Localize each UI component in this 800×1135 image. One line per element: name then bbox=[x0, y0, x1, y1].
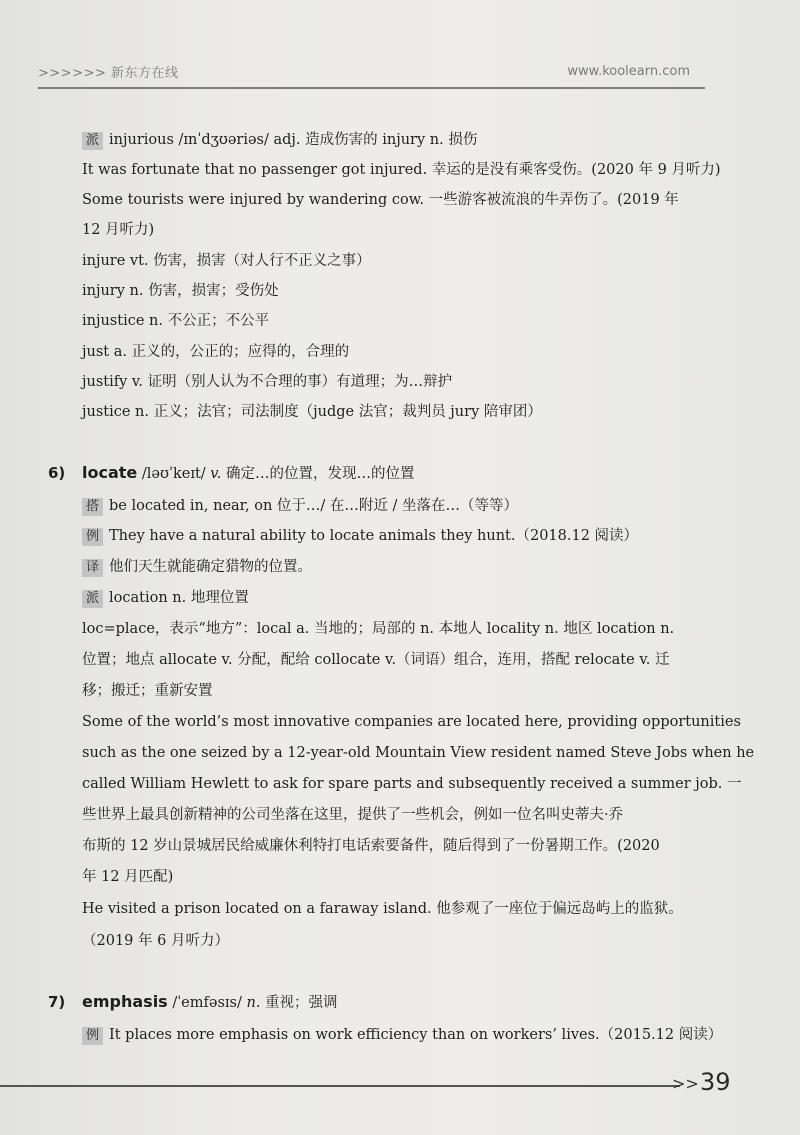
word-line: injury n. 伤害，损害；受伤处 bbox=[82, 283, 279, 299]
phonetic: /ˈemfəsɪs/ bbox=[172, 995, 242, 1011]
word-line: just a. 正义的，公正的；应得的，合理的 bbox=[82, 344, 350, 360]
entry-number: 7) bbox=[48, 993, 66, 1011]
example-line: It was fortunate that no passenger got injured. 幸运的是没有乘客受伤。(2020 年 9 月听力) bbox=[82, 162, 721, 178]
entry-headline-emphasis bbox=[82, 993, 338, 1012]
word-line: injure vt. 伤害，损害（对人行不正义之事） bbox=[82, 253, 371, 269]
example-line: （2019 年 6 月听力） bbox=[82, 933, 229, 949]
tag-example: 例 bbox=[82, 1027, 103, 1045]
meaning: 重视；强调 bbox=[265, 995, 338, 1011]
phonetic: /ləʊˈkeɪt/ bbox=[141, 466, 206, 482]
root-line: loc=place，表示“地方”：local a. 当地的；局部的 n. 本地人 locality n. 地区 location n. bbox=[82, 621, 675, 637]
tag-derivative: 派 bbox=[82, 590, 103, 608]
header-rule bbox=[38, 87, 705, 89]
footer-rule bbox=[0, 1085, 680, 1087]
word-line: injustice n. 不公正；不公平 bbox=[82, 313, 270, 329]
example-line: 例 They have a natural ability to locate animals they hunt.（2018.12 阅读） bbox=[82, 527, 638, 546]
meaning: 确定…的位置，发现…的位置 bbox=[226, 466, 415, 482]
word-line: justify v. 证明（别人认为不合理的事）有道理；为…辩护 bbox=[82, 374, 453, 390]
derivative-line: 派 location n. 地理位置 bbox=[82, 589, 249, 608]
root-line: 移；搬迁；重新安置 bbox=[82, 683, 213, 699]
tag-derivative: 派 bbox=[82, 132, 103, 150]
example-line: such as the one seized by a 12-year-old Mountain View resident named Steve Jobs when he bbox=[82, 745, 755, 761]
root-line: 位置；地点 allocate v. 分配，配给 collocate v.（词语）组合，连用，搭配 relocate v. 迁 bbox=[82, 652, 670, 668]
example-line: He visited a prison located on a faraway island. 他参观了一座位于偏远岛屿上的监狱。 bbox=[82, 901, 683, 917]
page-number: 39 bbox=[700, 1068, 731, 1096]
header-website: www.koolearn.com bbox=[567, 64, 690, 79]
entry-headline-locate bbox=[82, 464, 415, 483]
headword: emphasis bbox=[82, 992, 168, 1011]
headword: locate bbox=[82, 463, 138, 482]
translation-line: 译 他们天生就能确定猎物的位置。 bbox=[82, 558, 312, 577]
collocation-line: 搭 be located in, near, on 位于…/ 在…附近 / 坐落在…（等等） bbox=[82, 497, 518, 516]
header-brand: >>>>>> 新东方在线 bbox=[38, 66, 179, 81]
example-line: called William Hewlett to ask for spare parts and subsequently received a summer job. 一 bbox=[82, 776, 742, 792]
example-line: 12 月听力) bbox=[82, 222, 155, 238]
example-line: Some of the world’s most innovative companies are located here, providing opportunities bbox=[82, 714, 741, 730]
tag-translation: 译 bbox=[82, 559, 103, 577]
word-line: justice n. 正义；法官；司法制度（judge 法官；裁判员 jury 陪审团） bbox=[82, 404, 542, 420]
tag-example: 例 bbox=[82, 528, 103, 546]
tag-collocation: 搭 bbox=[82, 498, 103, 516]
part-of-speech: v. bbox=[210, 466, 222, 482]
example-line: Some tourists were injured by wandering cow. 一些游客被流浪的牛弄伤了。(2019 年 bbox=[82, 192, 679, 208]
example-line: 年 12 月匹配) bbox=[82, 869, 174, 885]
entry-number: 6) bbox=[48, 464, 66, 482]
footer-arrow: >> bbox=[672, 1074, 699, 1093]
example-line: 布斯的 12 岁山景城居民给威廉休利特打电话索要备件，随后得到了一份暑期工作。(2020 bbox=[82, 838, 660, 854]
example-line: 些世界上最具创新精神的公司坐落在这里，提供了一些机会，例如一位名叫史蒂夫·乔 bbox=[82, 807, 624, 823]
example-line: 例 It places more emphasis on work efficiency than on workers’ lives.（2015.12 阅读） bbox=[82, 1026, 722, 1045]
line-injurious: 派 injurious /ɪnˈdʒʊəriəs/ adj. 造成伤害的 injury n. 损伤 bbox=[82, 131, 477, 150]
part-of-speech: n. bbox=[246, 995, 261, 1011]
